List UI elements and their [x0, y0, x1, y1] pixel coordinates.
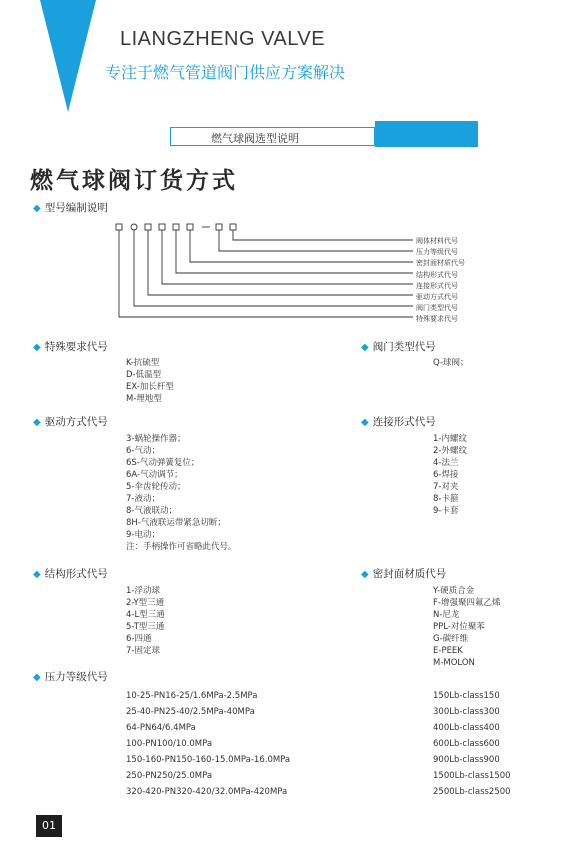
list-item: 注：手柄操作可省略此代号。: [126, 542, 237, 552]
list-item: 300Lb-class300: [433, 707, 500, 717]
list-item: PPL-对位聚苯: [433, 622, 485, 632]
list-item: 7-液动；: [126, 494, 160, 504]
list-item: F-增强聚四氟乙烯: [433, 598, 501, 608]
list-item: 6A-气动调节；: [126, 470, 183, 480]
model-code-label: 阀门类型代号: [416, 304, 458, 313]
list-item: D-低温型: [126, 370, 162, 380]
diamond-icon: ◆: [33, 569, 41, 580]
list-item: 900Lb-class900: [433, 755, 500, 765]
list-item: Y-硬质合金: [433, 586, 475, 596]
diamond-icon: ◆: [33, 417, 41, 428]
list-item: 1-内螺纹: [433, 434, 467, 444]
list-item: K-抗硫型: [126, 358, 160, 368]
page-number: 01: [36, 815, 62, 837]
list-item: EX-加长杆型: [126, 382, 174, 392]
page-title: 燃气球阀订货方式: [30, 168, 238, 194]
pressure-list-left: [126, 688, 290, 800]
list-item: 2-Y型三通: [126, 598, 165, 608]
header-banner-shape: [0, 0, 120, 115]
list-item: M-MOLON: [433, 658, 475, 668]
list-item: 8-气液联动；: [126, 506, 177, 516]
diamond-icon: ◆: [33, 342, 41, 353]
section-heading-text: 压力等级代号: [44, 671, 108, 683]
list-item: 6S-气动弹簧复位；: [126, 458, 200, 468]
list-item: 6-四通: [126, 634, 152, 644]
list-item: 4-法兰: [433, 458, 459, 468]
list-item: 1500Lb-class1500: [433, 771, 511, 781]
list-item: 3-蜗轮操作器；: [126, 434, 186, 444]
diamond-icon: ◆: [361, 569, 369, 580]
brand-name: LIANGZHENG VALVE: [120, 28, 326, 50]
section-heading-model-code: [33, 200, 108, 215]
section-heading-drive: [33, 414, 108, 429]
section-heading-pressure: [33, 669, 108, 684]
diamond-icon: ◆: [33, 672, 41, 683]
section-heading-connection: [361, 414, 436, 429]
selection-title-box: [170, 127, 375, 146]
list-item: 250-PN250/25.0MPa: [126, 771, 213, 781]
section-heading-text: 型号编制说明: [44, 202, 108, 214]
section-heading-text: 特殊要求代号: [44, 341, 108, 353]
list-item: 4-L型三通: [126, 610, 165, 620]
list-item: 150Lb-class150: [433, 691, 500, 701]
selection-title: 燃气球阀选型说明: [211, 132, 299, 145]
special-list: [126, 357, 174, 405]
section-heading-structure: [33, 566, 108, 581]
list-item: M-埋地型: [126, 394, 162, 404]
diamond-icon: ◆: [361, 417, 369, 428]
pressure-list-right: [433, 688, 511, 800]
model-code-label: 特殊要求代号: [416, 315, 458, 324]
diamond-icon: ◆: [33, 203, 41, 214]
list-item: N-尼龙: [433, 610, 460, 620]
list-item: 100-PN100/10.0MPa: [126, 739, 213, 749]
list-item: E-PEEK: [433, 646, 463, 656]
seal-list: [433, 585, 500, 669]
model-code-labels: [416, 236, 465, 326]
model-code-label: 压力等级代号: [416, 248, 458, 257]
valve-type-list: [433, 357, 469, 369]
list-item: 64-PN64/6.4MPa: [126, 723, 196, 733]
list-item: 400Lb-class400: [433, 723, 500, 733]
model-code-label: 密封面材质代号: [416, 259, 465, 268]
list-item: 1-浮动球: [126, 586, 160, 596]
list-item: Q-球阀；: [433, 358, 469, 368]
list-item: 5-T型三通: [126, 622, 165, 632]
section-heading-valve-type: [361, 339, 436, 354]
drive-list: [126, 433, 237, 553]
list-item: 9-卡套: [433, 506, 459, 516]
list-item: 10-25-PN16-25/1.6MPa-2.5MPa: [126, 691, 258, 701]
model-code-label: 结构形式代号: [416, 270, 458, 279]
list-item: 7-固定球: [126, 646, 160, 656]
section-heading-text: 阀门类型代号: [372, 341, 436, 353]
list-item: 8H-气液联运带紧急切断；: [126, 518, 226, 528]
model-code-label: 驱动方式代号: [416, 293, 458, 302]
list-item: G-碳纤维: [433, 634, 469, 644]
diamond-icon: ◆: [361, 342, 369, 353]
list-item: 320-420-PN320-420/32.0MPa-420MPa: [126, 787, 288, 797]
list-item: 600Lb-class600: [433, 739, 500, 749]
section-heading-text: 连接形式代号: [372, 416, 436, 428]
list-item: 7-对夹: [433, 482, 459, 492]
list-item: 6-焊接: [433, 470, 459, 480]
list-item: 150-160-PN150-160-15.0MPa-16.0MPa: [126, 755, 291, 765]
selection-title-accent: [375, 121, 478, 147]
model-code-label: 阀体材料代号: [416, 237, 458, 245]
list-item: 25-40-PN25-40/2.5MPa-40MPa: [126, 707, 255, 717]
model-code-label: 连接形式代号: [416, 281, 458, 290]
list-item: 2500Lb-class2500: [433, 787, 511, 797]
brand-slogan: 专注于燃气管道阀门供应方案解决: [105, 63, 346, 82]
list-item: 8-卡箍: [433, 494, 459, 504]
section-heading-text: 密封面材质代号: [372, 568, 447, 580]
list-item: 6-气动；: [126, 446, 160, 456]
list-item: 9-电动；: [126, 530, 160, 540]
section-heading-text: 结构形式代号: [44, 568, 108, 580]
structure-list: [126, 585, 165, 657]
section-heading-special: [33, 339, 108, 354]
list-item: 2-外螺纹: [433, 446, 467, 456]
connection-list: [433, 433, 467, 517]
section-heading-seal: [361, 566, 446, 581]
list-item: 5-伞齿轮传动；: [126, 482, 186, 492]
section-heading-text: 驱动方式代号: [44, 416, 108, 428]
model-code-diagram: [110, 220, 420, 330]
